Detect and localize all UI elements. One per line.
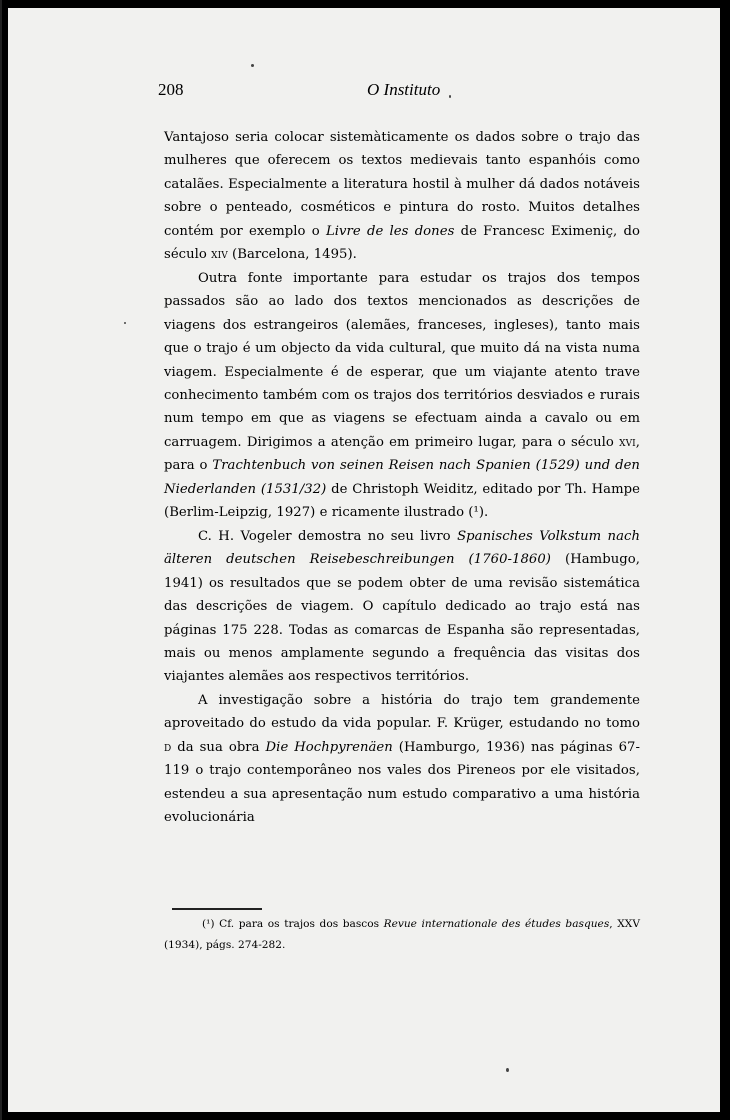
book-title-trachtenbuch: Trachtenbuch von seinen Reisen nach Spanien (1529) und den Niederlanden (1531/32): [164, 458, 640, 497]
footnote-text-b: , XXV (1934), págs. 274-282.: [164, 918, 640, 951]
paragraph-1-text-c: (Barcelona, 1495).: [227, 247, 357, 263]
paragraph-2-text-c: de Christoph Weiditz, editado por Th. Hampe (Berlim-Leipzig, 1927) e ricamente ilustrado (¹).: [164, 481, 640, 521]
footnote: [164, 914, 640, 956]
journal-title: Revue internationale des études basques: [383, 918, 610, 930]
paragraph-1-text-b: de Francesc Eximeniç, do século: [164, 223, 640, 263]
page-header: [156, 80, 636, 104]
book-title-spanisches-volkstum: Spanisches Volkstum nach älteren deutschen Reisebeschreibungen (1760-1860): [164, 528, 640, 568]
book-title-livre-de-les-dones: Livre de les dones: [325, 223, 455, 239]
paragraph-3-text-b: (Hambugo, 1941) os resultados que se podem obter de uma revisão sistemática das descrições de viagem. O capítulo dedicado ao trajo está nas páginas 175 228. Todas as comarcas de Espanha são representadas, mais ou menos amplamente segundo a frequência das visitas dos viajantes alemães aos respectivos territórios.: [164, 552, 640, 685]
running-title: O Instituto: [367, 80, 441, 99]
page-number: 208: [158, 80, 184, 99]
paragraph-1-text-a: Vantajoso seria colocar sistemàticamente os dados sobre o trajo das mulheres que oferecem os textos medievais tanto espanhóis como catalães. Especialmente a literatura hostil à mulher dá dados notáveis sobre o penteado, cosméticos e pintura do rosto. Muitos detalhes contém por exemplo o: [164, 130, 640, 239]
paragraph-2: [164, 267, 640, 525]
scan-speck: [506, 1068, 509, 1072]
paragraph-2-text-a: Outra fonte importante para estudar os trajos dos tempos passados são ao lado dos textos mencionados as descrições de viagens dos estrangeiros (alemães, franceses, ingleses), tanto mais que o trajo é um objecto da vida cultural, que muito dá na vista numa viagem. Especialmente é de esperar, que um viajante atento trave conhecimento também com os trajos dos territórios desviados e rurais num tempo em que as viagens se efectuam ainda a cavalo ou em carruagem. Dirigimos a atenção em primeiro lugar, para o século: [164, 270, 640, 450]
paragraph-1: [164, 126, 640, 267]
scan-speck: [251, 64, 254, 67]
paragraph-3: [164, 525, 640, 689]
paragraph-4-text-b: da sua obra: [171, 739, 266, 755]
paragraph-2-text-b: , para o: [164, 434, 640, 474]
volume-letter: d: [164, 739, 172, 755]
scan-edge: [0, 0, 2, 1120]
century-numeral: xiv: [211, 247, 228, 263]
scan-speck: [449, 95, 451, 98]
paragraph-3-text-a: C. H. Vogeler demostra no seu livro: [198, 528, 458, 544]
paragraph-4: [164, 689, 640, 830]
footnote-text-a: (¹) Cf. para os trajos dos bascos: [202, 918, 384, 930]
paragraph-4-text-c: (Hamburgo, 1936) nas páginas 67-119 o trajo contemporâneo nos vales dos Pireneos por ele visitados, estendeu a sua apresentação num estudo comparativo a uma história evolucionária: [164, 739, 640, 826]
paragraph-4-text-a: A investigação sobre a história do trajo tem grandemente aproveitado do estudo da vida popular. F. Krüger, estudando no tomo: [164, 692, 640, 732]
century-numeral: xvi: [619, 434, 636, 450]
body-text: [164, 126, 640, 830]
book-title-die-hochpyrenaen: Die Hochpyrenäen: [265, 739, 393, 755]
footnote-rule: [172, 908, 262, 910]
scan-speck: [124, 322, 126, 324]
